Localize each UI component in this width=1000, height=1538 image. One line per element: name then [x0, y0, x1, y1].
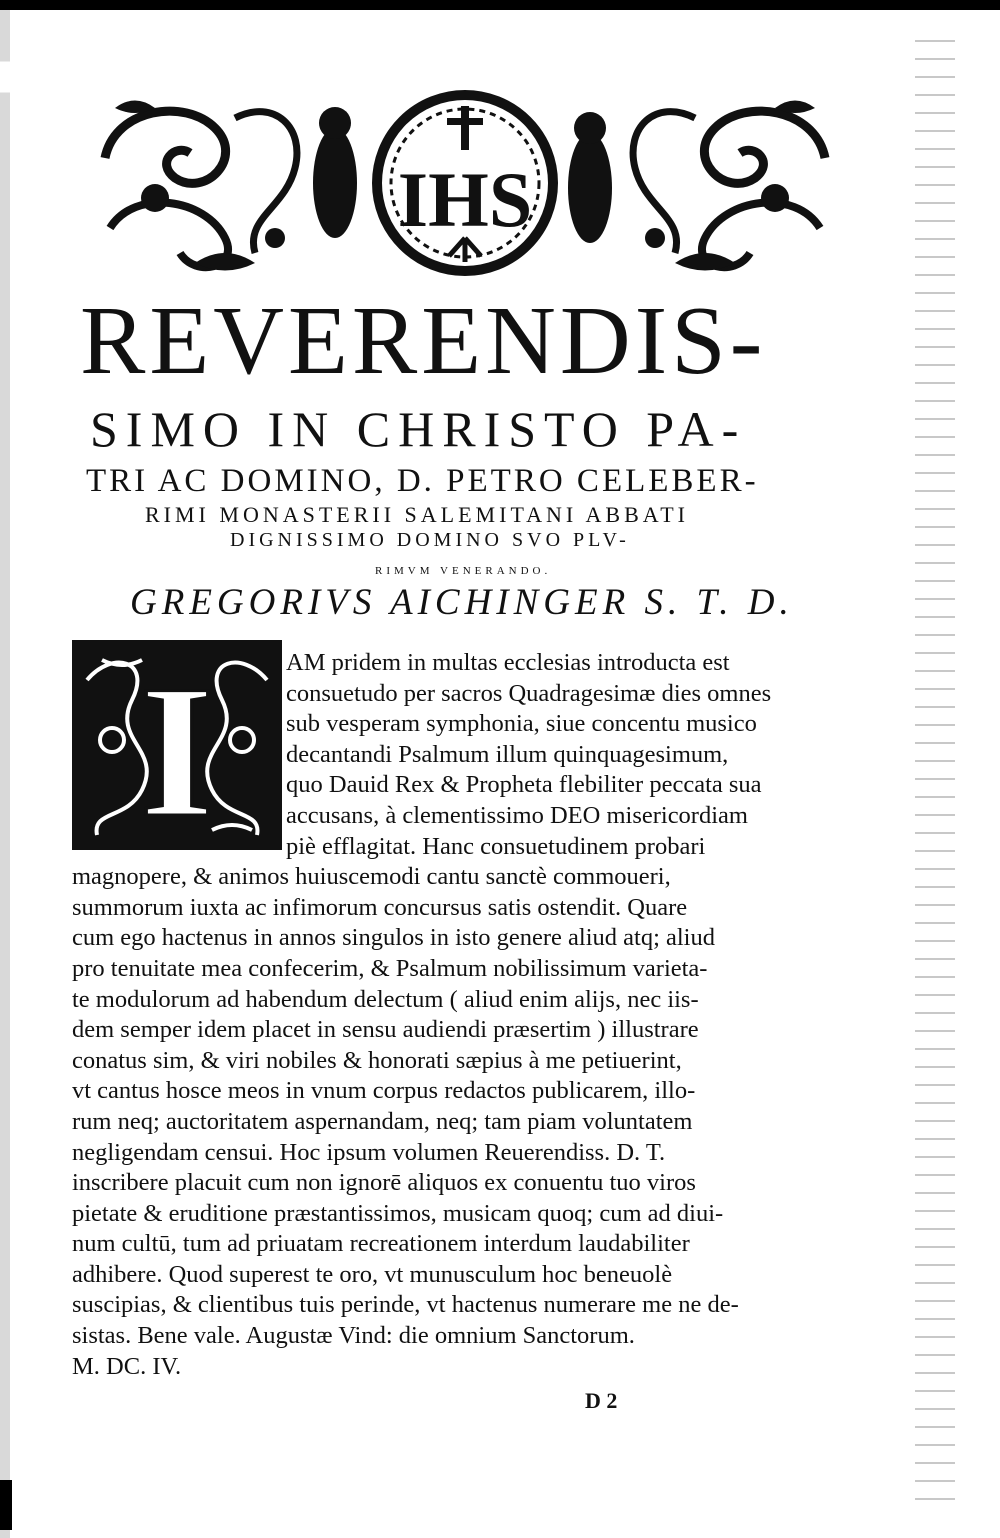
- body-line: rum neq; auctoritatem aspernandam, neq; tam piam voluntatem: [72, 1107, 693, 1135]
- body-line: summorum iuxta ac infimorum concursus satis ostendit. Quare: [72, 893, 688, 921]
- body-line: sistas. Bene vale. Augustæ Vind: die omnium Sanctorum.: [72, 1322, 635, 1350]
- dedication-title-line-2: SIMO IN CHRISTO PA-: [90, 401, 747, 457]
- body-line: pro tenuitate mea confecerim, & Psalmum nobilissimum varieta-: [72, 954, 708, 982]
- body-line: negligendam censui. Hoc ipsum volumen Reuerendiss. D. T.: [72, 1138, 666, 1166]
- body-line: pietate & eruditione præstantissimos, musicam quoq; cum ad diui-: [72, 1199, 724, 1227]
- page-right-margin-marks: [915, 40, 955, 1500]
- body-line: quo Dauid Rex & Propheta flebiliter peccata sua: [286, 771, 762, 799]
- dedication-title-line-1: REVERENDIS-: [80, 287, 767, 395]
- dedication-title-line-3: TRI AC DOMINO, D. PETRO CELEBER-: [86, 463, 759, 499]
- body-line: cum ego hactenus in annos singulos in isto genere aliud atq; aliud: [72, 924, 715, 952]
- body-line: consuetudo per sacros Quadragesimæ dies omnes: [286, 679, 772, 707]
- ihs-medallion: [377, 95, 553, 271]
- body-line: num cultū, tum ad priuatam recreationem interdum laudabiliter: [72, 1230, 690, 1258]
- svg-text:IHS: IHS: [397, 156, 533, 243]
- dedication-title-line-5: DIGNISSIMO DOMINO SVO PLV-: [230, 529, 630, 551]
- dedication-body-text: [72, 648, 852, 1382]
- body-line: magnopere, & animos huiuscemodi cantu sanctè commoueri,: [72, 863, 671, 891]
- body-line: adhibere. Quod superest te oro, vt munusculum hoc beneuolè: [72, 1260, 673, 1288]
- page-scan-left-edge: [0, 0, 10, 1538]
- page-scan-edge: [0, 0, 1000, 10]
- dedication-title-line-6: RIMVM VENERANDO.: [375, 565, 552, 577]
- body-line: sub vesperam symphonia, siue concentu musico: [286, 710, 757, 738]
- svg-text:I: I: [140, 647, 214, 850]
- scan-spot: [0, 1480, 12, 1530]
- body-line: AM pridem in multas ecclesias introducta est: [286, 649, 730, 676]
- ornamental-headpiece: [95, 88, 835, 278]
- body-line: piè efflagitat. Hanc consuetudinem probari: [286, 832, 706, 860]
- body-line: vt cantus hosce meos in vnum corpus redactos publicarem, illo-: [72, 1077, 696, 1105]
- body-line: suscipias, & clientibus tuis perinde, vt hactenus numerare me ne de-: [72, 1291, 739, 1319]
- signature-mark: D 2: [585, 1388, 618, 1413]
- body-line: conatus sim, & viri nobiles & honorati sæpius à me petiuerint,: [72, 1046, 682, 1074]
- body-line: dem semper idem placet in sensu audiendi præsertim ) illustrare: [72, 1016, 699, 1044]
- author-line: GREGORIVS AICHINGER S. T. D.: [130, 582, 794, 623]
- body-line: decantandi Psalmum illum quinquagesimum,: [286, 740, 729, 768]
- body-line: accusans, à clementissimo DEO misericordiam: [286, 801, 748, 829]
- body-line: te modulorum ad habendum delectum ( aliud enim alijs, nec iis-: [72, 985, 699, 1013]
- body-line: inscribere placuit cum non ignorē aliquos ex conuentu tuo viros: [72, 1169, 696, 1197]
- date-line: M. DC. IV.: [72, 1352, 182, 1380]
- dedication-title-line-4: RIMI MONASTERII SALEMITANI ABBATI: [145, 502, 689, 527]
